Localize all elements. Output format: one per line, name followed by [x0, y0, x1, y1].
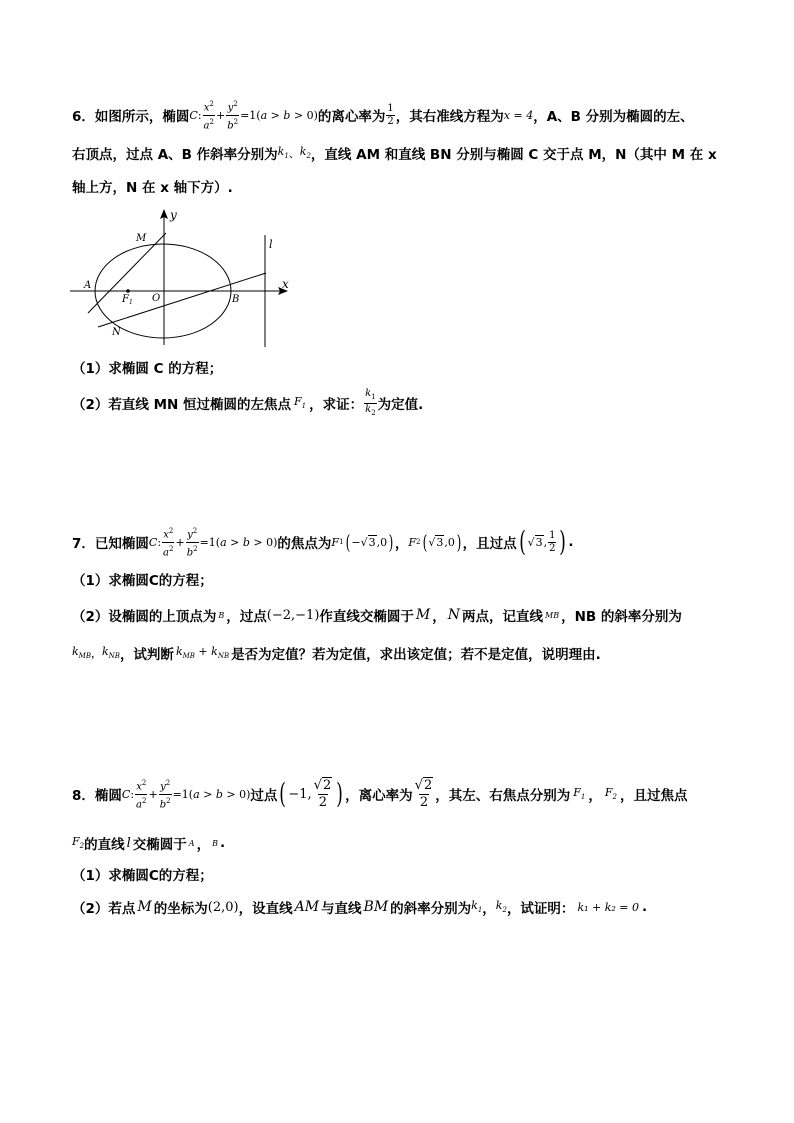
q6-text-2a: 右顶点，过点 A、B 作斜率分别为	[72, 147, 278, 163]
q6-line-3	[72, 176, 233, 196]
q6-line-1	[72, 100, 694, 131]
q7-line-1: 7． 已知椭圆 C : $\frac{x^2}{a^2}$ + $\frac{y^2}{b^2}$ =1(a > b > 0) 的焦点为 F 1 ( − √3 ,0 ) ， F 2 ( √3 ,0 ) ，且过点 ( √3 , $\frac{1}{2}$ ) .	[72, 525, 574, 558]
q7-point: ( √3 , $\frac{1}{2}$ )	[518, 525, 567, 558]
q7-point-neg: (−2,−1)	[266, 607, 320, 623]
label-y: y	[170, 208, 177, 222]
q7-knb: $k_{NB}$	[101, 645, 120, 661]
q6-k2: $k_2$	[299, 145, 311, 161]
q7-f1-coord: F 1 ( − √3 ,0 )	[331, 530, 394, 554]
q6-text-1d: ，A、B 分别为椭圆的左、	[533, 109, 694, 125]
label-l: l	[269, 238, 273, 251]
label-f1: $F_1$	[122, 294, 133, 306]
q6-number: 6．	[72, 109, 95, 125]
q6-part-2: （2）若直线 MN 恒过椭圆的左焦点 $F_1$ ，求证： $\frac{k_1}{k_2}$ 为定值.	[72, 387, 424, 417]
q6-directrix: x = 4	[503, 108, 534, 122]
q8-sum-equation: k₁ + k₂ = 0	[577, 900, 640, 914]
q7-f2-coord: F 2 ( √3 ,0 )	[408, 530, 462, 554]
ellipse-figure	[66, 205, 306, 350]
q8-part-1: （1）求椭圆C的方程；	[72, 868, 213, 884]
q6-k1: $k_1$	[277, 145, 289, 161]
label-n: N	[112, 327, 121, 338]
q6-ellipse-equation: C : $\frac{x^2}{a^2}$ + $\frac{y^2}{b^2}$ =1(a > b > 0)	[189, 100, 318, 131]
q6-text-2b: ，直线 AM 和直线 BN 分别与椭圆 C 交于点 M，N（其中 M 在 x	[310, 147, 717, 163]
q8-f1: $F_1$	[573, 786, 586, 802]
q6-text-3: 轴上方，N 在 x 轴下方）.	[72, 180, 233, 196]
q7-part-1: （1）求椭圆C的方程；	[72, 573, 213, 589]
q7-vertex-b: B	[218, 610, 225, 620]
label-b: B	[232, 294, 240, 305]
label-a: A	[84, 280, 92, 291]
q8-line-1: 8． 椭圆 C : $\frac{x^2}{a^2}$ + $\frac{y^2}{b^2}$ =1(a > b > 0) 过点 ( −1, $\frac{√2}{2}$ ) ，离心率为 $\frac{√2}{2}$ ，其左、右焦点分别为 $F_1$ ， $F_2$ ，且过焦点	[72, 777, 688, 810]
label-x: x	[282, 277, 289, 291]
q6-part-1: （1）求椭圆 C 的方程；	[72, 361, 223, 377]
q7-part-2: （2）设椭圆的上顶点为 B ，过点 (−2,−1) 作直线交椭圆于 M ， N 两点，记直线 MB ，NB 的斜率分别为	[72, 607, 682, 625]
focus-f1-point	[126, 289, 130, 293]
q6-text-1a: 如图所示，椭圆	[94, 109, 190, 125]
label-m: M	[136, 233, 147, 244]
q8-f2: $F_2$	[604, 786, 617, 802]
q7-sum-expr: $k_{MB} + k_{NB}$	[175, 645, 230, 661]
q7-part-2-cont: $k_{MB}$ ， $k_{NB}$ ，试判断 $k_{MB} + k_{NB}$ 是否为定值？若为定值，求出该定值；若不是定值，说明理由.	[72, 645, 601, 663]
label-o: O	[152, 293, 161, 304]
q8-part-2: （2）若点 M 的坐标为 (2,0) ，设直线 AM 与直线 BM 的斜率分别为 $k_1$ ， $k_2$ ，试证明： k₁ + k₂ = 0 .	[72, 899, 648, 917]
q6-eccentricity: $\frac{1}{2}$	[387, 102, 394, 127]
q8-point: ( −1, $\frac{√2}{2}$ )	[279, 777, 343, 810]
q6-f1: $F_1$	[294, 395, 307, 411]
q6-line-2: 右顶点，过点 A、B 作斜率分别为 $k_1$ 、 $k_2$ ，直线 AM 和直线 BN 分别与椭圆 C 交于点 M，N（其中 M 在 x	[72, 143, 717, 163]
q8-ellipse-equation: C : $\frac{x^2}{a^2}$ + $\frac{y^2}{b^2}$ =1(a > b > 0)	[121, 779, 251, 810]
q8-line-2: $F_2$ 的直线 l 交椭圆于 A ， B .	[72, 835, 226, 853]
q8-eccentricity: $\frac{√2}{2}$	[414, 777, 433, 810]
q7-kmb: $k_{MB}$	[72, 645, 91, 661]
q8-number: 8．	[72, 788, 95, 804]
q6-k-ratio: $\frac{k_1}{k_2}$	[365, 387, 376, 417]
q6-text-1b: 的离心率为	[317, 109, 386, 125]
q6-text-1c: ，其右准线方程为	[395, 109, 504, 125]
q7-ellipse-equation: C : $\frac{x^2}{a^2}$ + $\frac{y^2}{b^2}$ =1(a > b > 0)	[148, 527, 278, 558]
q7-number: 7．	[72, 536, 95, 552]
